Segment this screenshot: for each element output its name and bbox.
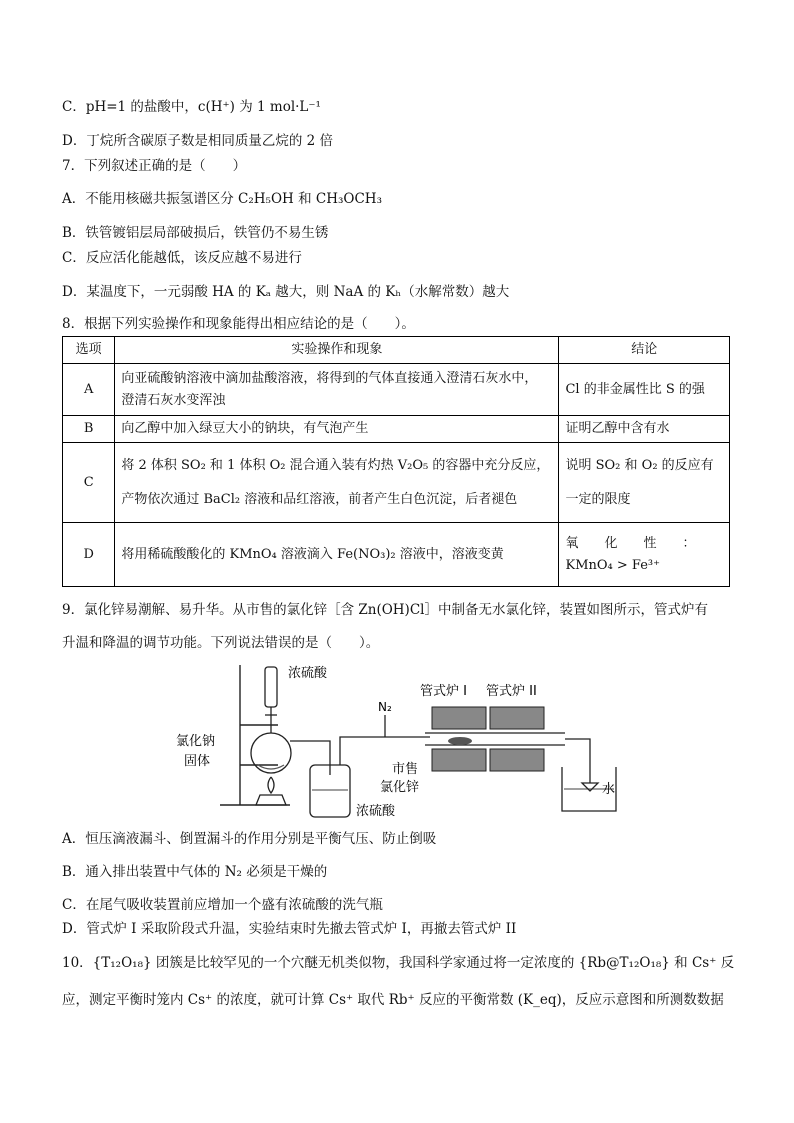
q7-option-d: D．某温度下，一元弱酸 HA 的 Kₐ 越大，则 NaA 的 Kₕ（水解常数）越大 <box>62 284 510 300</box>
conclusion-line: KMnO₄ > Fe³⁺ <box>565 557 660 573</box>
label-conc-acid-bottom: 浓硫酸 <box>356 804 396 819</box>
row-operation <box>115 364 559 416</box>
row-option: C <box>63 443 115 523</box>
row-option: B <box>63 416 115 443</box>
q10-line1: 10．{T₁₂O₁₈} 团簇是比较罕见的一个穴醚无机类似物，我国科学家通过将一定浓度的 {Rb@T₁₂O₁₈} 和 Cs⁺ 反 <box>62 955 735 971</box>
label-water: 水 <box>602 782 616 797</box>
q7-option-b: B．铁管镀铝层局部破损后，铁管仍不易生锈 <box>62 225 329 241</box>
label-furnace-1: 管式炉 I <box>420 684 467 699</box>
row-option: D <box>63 523 115 587</box>
conclusion-line: 说明 SO₂ 和 O₂ 的反应有 <box>565 457 714 473</box>
header-conclusion: 结论 <box>559 337 730 364</box>
header-operation: 实验操作和现象 <box>115 337 559 364</box>
round-flask <box>251 733 291 773</box>
label-market-1: 市售 <box>392 762 419 777</box>
table-row <box>63 364 730 416</box>
row-operation: 向乙醇中加入绿豆大小的钠块，有气泡产生 <box>115 416 559 443</box>
q8-table <box>62 336 730 587</box>
label-nacl-1: 氯化钠 <box>176 734 216 749</box>
operation-line: 产物依次通过 BaCl₂ 溶液和品红溶液，前者产生白色沉淀，后者褪色 <box>121 491 518 507</box>
table-row <box>63 416 730 443</box>
alcohol-lamp <box>256 777 286 805</box>
row-operation: 将用稀硫酸酸化的 KMnO₄ 溶液滴入 Fe(NO₃)₂ 溶液中，溶液变黄 <box>115 523 559 587</box>
q8-stem: 8．根据下列实验操作和现象能得出相应结论的是（ ）。 <box>62 316 415 332</box>
operation-line: 向亚硫酸钠溶液中滴加盐酸溶液，将得到的气体直接通入澄清石灰水中， <box>121 370 538 386</box>
zinc-chloride-sample <box>448 737 472 745</box>
apparatus-diagram <box>170 655 630 825</box>
label-furnace-2: 管式炉 II <box>486 684 537 699</box>
q6-option-c: C．pH=1 的盐酸中，c(H⁺) 为 1 mol·L⁻¹ <box>62 99 321 115</box>
row-conclusion <box>559 443 730 523</box>
q9-option-a: A．恒压滴液漏斗、倒置漏斗的作用分别是平衡气压、防止倒吸 <box>62 831 437 847</box>
q9-option-b: B．通入排出装置中气体的 N₂ 必须是干燥的 <box>62 864 328 880</box>
tube <box>425 733 565 745</box>
q7-option-a: A．不能用核磁共振氢谱区分 C₂H₅OH 和 CH₃OCH₃ <box>62 191 382 207</box>
label-n2: N₂ <box>378 700 392 714</box>
q9-stem-line2: 升温和降温的调节功能。下列说法错误的是（ ）。 <box>62 635 380 651</box>
operation-line: 将 2 体积 SO₂ 和 1 体积 O₂ 混合通入装有灼热 V₂O₅ 的容器中充分反应， <box>121 457 550 473</box>
furnace-2 <box>490 707 544 771</box>
row-operation <box>115 443 559 523</box>
q7-stem: 7．下列叙述正确的是（ ） <box>62 158 247 174</box>
table-row <box>63 523 730 587</box>
label-conc-acid-top: 浓硫酸 <box>288 666 328 681</box>
conclusion-line: 氧 化 性 ： <box>565 535 696 551</box>
q7-option-c: C．反应活化能越低，该反应越不易进行 <box>62 250 302 266</box>
label-market-2: 氯化锌 <box>380 780 420 795</box>
label-nacl-2: 固体 <box>184 754 211 769</box>
row-option: A <box>63 364 115 416</box>
header-option: 选项 <box>63 337 115 364</box>
conclusion-line: 一定的限度 <box>565 491 631 507</box>
table-header-row <box>63 337 730 364</box>
row-conclusion: Cl 的非金属性比 S 的强 <box>559 364 730 416</box>
table-row <box>63 443 730 523</box>
q6-option-d: D．丁烷所含碳原子数是相同质量乙烷的 2 倍 <box>62 133 333 149</box>
row-conclusion: 证明乙醇中含有水 <box>559 416 730 443</box>
row-conclusion <box>559 523 730 587</box>
q9-option-c: C．在尾气吸收装置前应增加一个盛有浓硫酸的洗气瓶 <box>62 897 383 913</box>
q10-line2: 应，测定平衡时笼内 Cs⁺ 的浓度，就可计算 Cs⁺ 取代 Rb⁺ 反应的平衡常数 (K_eq)，反应示意图和所测数数据 <box>62 992 724 1008</box>
q9-option-d: D．管式炉 I 采取阶段式升温，实验结束时先撤去管式炉 I，再撤去管式炉 II <box>62 921 517 937</box>
dropping-funnel <box>265 667 277 733</box>
q9-stem-line1: 9．氯化锌易潮解、易升华。从市售的氯化锌［含 Zn(OH)Cl］中制备无水氯化锌，装置如图所示，管式炉有 <box>62 602 708 618</box>
outlet-tube <box>565 739 590 783</box>
operation-line: 澄清石灰水变浑浊 <box>121 392 226 408</box>
